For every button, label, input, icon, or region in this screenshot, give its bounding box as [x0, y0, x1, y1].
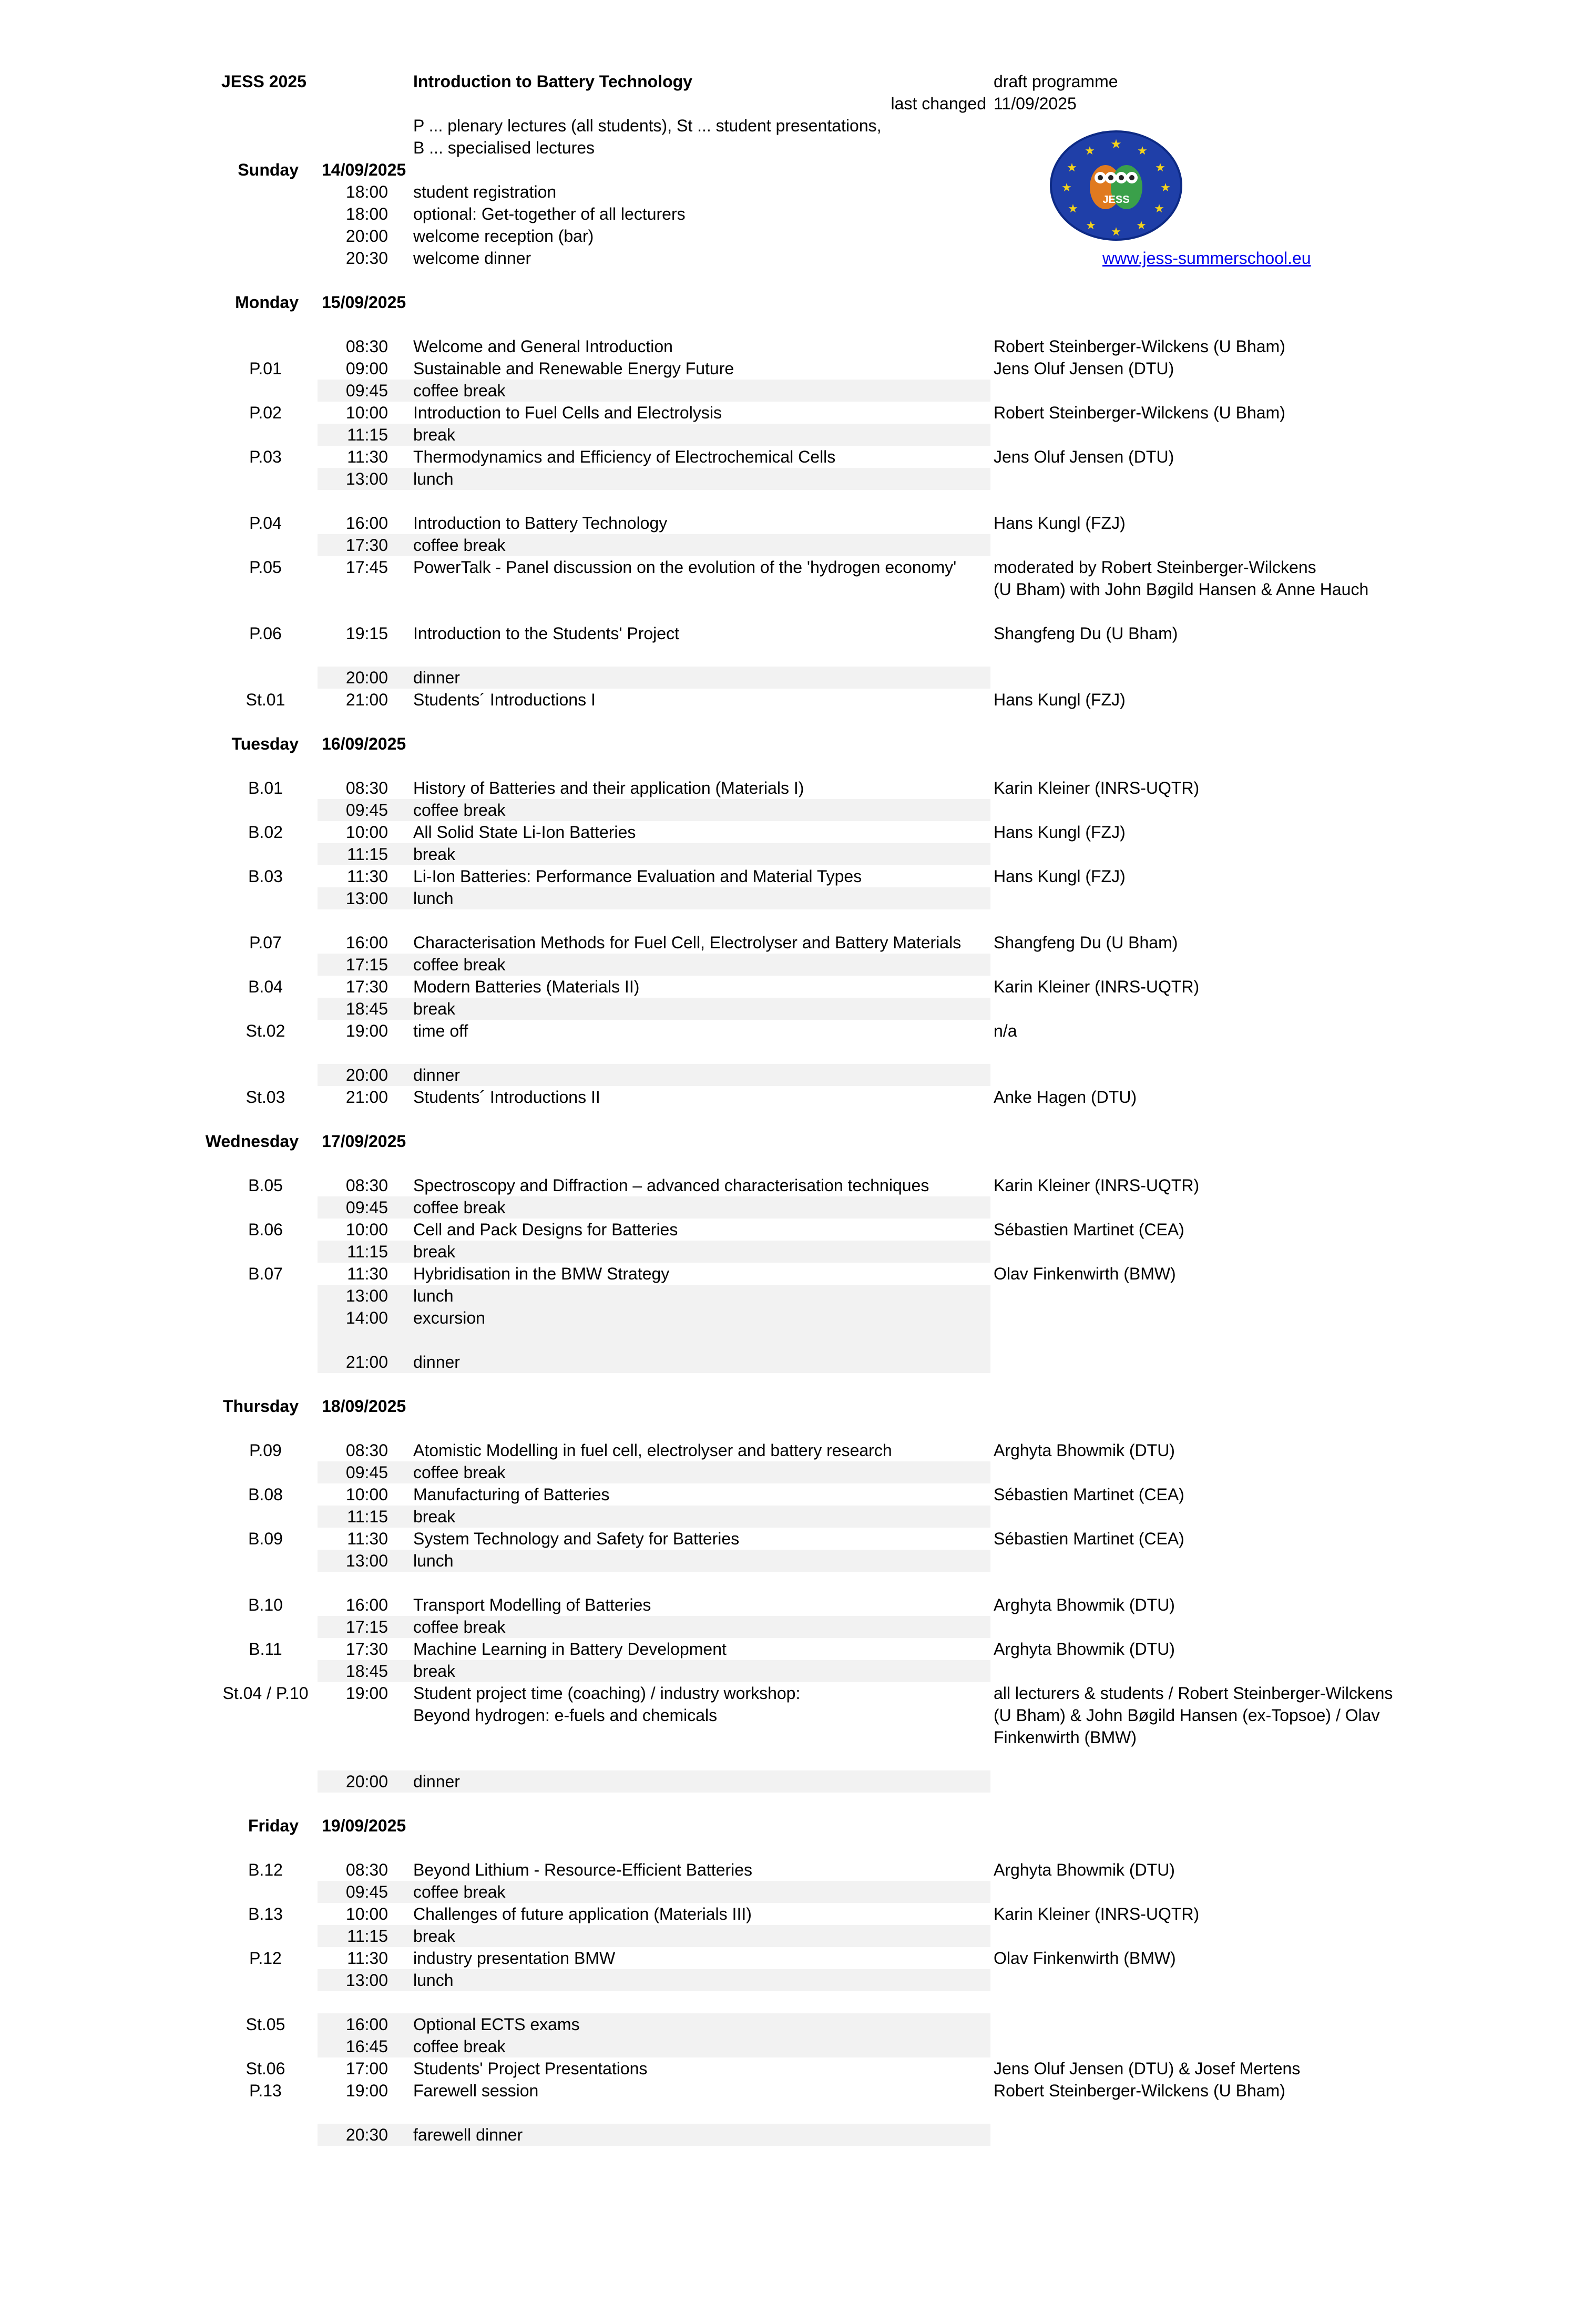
- session-title: coffee break: [413, 1463, 506, 1482]
- session-code: B.03: [248, 867, 283, 886]
- session-title: Thermodynamics and Efficiency of Electrochemical Cells: [413, 447, 836, 466]
- session-title: Students' Project Presentations: [413, 2059, 648, 2078]
- session-speaker: n/a: [994, 1021, 1017, 1040]
- session-time: 08:30: [345, 1441, 388, 1460]
- session-title: break: [413, 999, 456, 1018]
- session-title: Spectroscopy and Diffraction – advanced characterisation techniques: [413, 1176, 929, 1195]
- session-title: All Solid State Li-Ion Batteries: [413, 823, 636, 842]
- day-date: 14/09/2025: [322, 160, 406, 179]
- session-time: 11:30: [347, 1264, 388, 1283]
- svg-text:★: ★: [1111, 225, 1121, 238]
- session-time: 18:45: [345, 1662, 388, 1681]
- session-code: B.02: [248, 823, 283, 842]
- session-title: student registration: [413, 182, 557, 201]
- session-code: P.05: [249, 558, 282, 577]
- session-time: 20:00: [345, 1066, 388, 1084]
- session-title: coffee break: [413, 1198, 506, 1217]
- session-code: P.13: [249, 2081, 282, 2100]
- session-title: Characterisation Methods for Fuel Cell, Electrolyser and Battery Materials: [413, 933, 962, 952]
- session-time: 19:00: [345, 1021, 388, 1040]
- session-speaker: Hans Kungl (FZJ): [994, 867, 1126, 886]
- session-title: farewell dinner: [413, 2125, 523, 2144]
- session-time: 10:00: [345, 1905, 388, 1923]
- session-time: 11:30: [347, 1949, 388, 1968]
- session-code: B.01: [248, 779, 283, 797]
- session-speaker: moderated by Robert Steinberger-Wilckens: [994, 558, 1316, 577]
- day-name: Monday: [235, 293, 299, 312]
- session-title: coffee break: [413, 1882, 506, 1901]
- session-title-line-2: Beyond hydrogen: e-fuels and chemicals: [413, 1706, 718, 1725]
- session-title: Machine Learning in Battery Development: [413, 1640, 727, 1658]
- day-name: Thursday: [222, 1397, 299, 1416]
- session-time: 17:30: [345, 977, 388, 996]
- status-label: draft programme: [994, 72, 1118, 91]
- session-code: B.08: [248, 1485, 283, 1504]
- svg-text:★: ★: [1061, 181, 1072, 194]
- session-title: Farewell session: [413, 2081, 539, 2100]
- session-speaker: Jens Oluf Jensen (DTU): [994, 359, 1174, 378]
- session-speaker: Jens Oluf Jensen (DTU) & Josef Mertens: [994, 2059, 1301, 2078]
- session-title: Transport Modelling of Batteries: [413, 1595, 651, 1614]
- session-title: Beyond Lithium - Resource-Efficient Batteries: [413, 1860, 753, 1879]
- session-time: 10:00: [345, 1220, 388, 1239]
- day-name: Wednesday: [205, 1132, 299, 1151]
- session-speaker: Arghyta Bhowmik (DTU): [994, 1860, 1175, 1879]
- session-time: 17:15: [345, 955, 388, 974]
- svg-text:★: ★: [1067, 161, 1077, 174]
- session-title: Student project time (coaching) / industry workshop:: [413, 1684, 801, 1703]
- session-title: History of Batteries and their application (Materials I): [413, 779, 804, 797]
- day-date: 18/09/2025: [322, 1397, 406, 1416]
- session-code: St.02: [246, 1021, 285, 1040]
- session-code: B.11: [249, 1640, 282, 1658]
- session-code: St.04 / P.10: [222, 1684, 309, 1703]
- session-code: P.06: [249, 624, 282, 643]
- session-code: P.04: [249, 514, 282, 533]
- session-time: 11:30: [347, 867, 388, 886]
- session-title: lunch: [413, 469, 454, 488]
- session-title: optional: Get-together of all lecturers: [413, 204, 686, 223]
- session-speaker: Robert Steinberger-Wilckens (U Bham): [994, 337, 1285, 356]
- session-time: 21:00: [345, 690, 388, 709]
- svg-text:★: ★: [1137, 144, 1148, 157]
- session-title: break: [413, 1242, 456, 1261]
- session-code: P.07: [249, 933, 282, 952]
- day-date: 19/09/2025: [322, 1816, 406, 1835]
- course-title: Introduction to Battery Technology: [413, 72, 692, 91]
- session-speaker: Hans Kungl (FZJ): [994, 514, 1126, 533]
- session-time: 08:30: [345, 1176, 388, 1195]
- session-time: 13:00: [345, 889, 388, 908]
- session-code: St.05: [246, 2015, 285, 2034]
- session-speaker: Sébastien Martinet (CEA): [994, 1485, 1184, 1504]
- session-time: 13:00: [345, 1971, 388, 1990]
- session-code: B.09: [248, 1529, 283, 1548]
- session-time: 16:00: [345, 514, 388, 533]
- last-changed-label: last changed: [891, 94, 986, 113]
- session-time: 13:00: [345, 469, 388, 488]
- session-time: 17:30: [345, 1640, 388, 1658]
- svg-text:★: ★: [1136, 219, 1147, 232]
- session-time: 16:45: [345, 2037, 388, 2056]
- session-speaker: Karin Kleiner (INRS-UQTR): [994, 779, 1200, 797]
- session-time: 17:00: [345, 2059, 388, 2078]
- session-time: 19:00: [345, 2081, 388, 2100]
- session-title: Li-Ion Batteries: Performance Evaluation and Material Types: [413, 867, 862, 886]
- svg-text:★: ★: [1068, 202, 1078, 215]
- session-code: St.06: [246, 2059, 285, 2078]
- svg-text:★: ★: [1160, 181, 1171, 194]
- session-code: P.09: [249, 1441, 282, 1460]
- session-speaker: Arghyta Bhowmik (DTU): [994, 1640, 1175, 1658]
- session-time: 20:30: [345, 2125, 388, 2144]
- svg-text:★: ★: [1085, 144, 1095, 157]
- session-title: coffee break: [413, 2037, 506, 2056]
- last-changed-date: 11/09/2025: [994, 94, 1077, 113]
- logo-text: JESS: [1102, 194, 1130, 206]
- day-name: Friday: [248, 1816, 299, 1835]
- session-code: P.02: [249, 403, 282, 422]
- session-speaker: Jens Oluf Jensen (DTU): [994, 447, 1174, 466]
- session-speaker: Sébastien Martinet (CEA): [994, 1220, 1184, 1239]
- session-speaker: all lecturers & students / Robert Steinberger-Wilckens: [994, 1684, 1393, 1703]
- session-title: Modern Batteries (Materials II): [413, 977, 640, 996]
- session-time: 11:15: [347, 845, 388, 864]
- session-title: Challenges of future application (Materials III): [413, 1905, 752, 1923]
- session-title: break: [413, 845, 456, 864]
- session-time: 19:00: [345, 1684, 388, 1703]
- session-time: 11:30: [347, 447, 388, 466]
- session-title: Sustainable and Renewable Energy Future: [413, 359, 734, 378]
- session-speaker: Sébastien Martinet (CEA): [994, 1529, 1184, 1548]
- svg-text:★: ★: [1110, 137, 1122, 151]
- session-time: 16:00: [345, 933, 388, 952]
- session-title: Atomistic Modelling in fuel cell, electrolyser and battery research: [413, 1441, 892, 1460]
- session-time: 09:45: [345, 1198, 388, 1217]
- session-title: dinner: [413, 1066, 460, 1084]
- session-speaker: Hans Kungl (FZJ): [994, 823, 1126, 842]
- session-time: 09:00: [345, 359, 388, 378]
- session-speaker: Arghyta Bhowmik (DTU): [994, 1441, 1175, 1460]
- session-speaker-line-3: Finkenwirth (BMW): [994, 1728, 1137, 1747]
- session-title: lunch: [413, 1551, 454, 1570]
- session-time: 20:30: [345, 249, 388, 268]
- session-time: 11:30: [347, 1529, 388, 1548]
- session-title: lunch: [413, 1286, 454, 1305]
- session-speaker: Arghyta Bhowmik (DTU): [994, 1595, 1175, 1614]
- session-title: Students´ Introductions II: [413, 1088, 600, 1107]
- session-title: break: [413, 1507, 456, 1526]
- session-title: PowerTalk - Panel discussion on the evolution of the 'hydrogen economy': [413, 558, 957, 577]
- session-time: 09:45: [345, 1463, 388, 1482]
- session-time: 20:00: [345, 227, 388, 245]
- session-time: 17:45: [345, 558, 388, 577]
- session-time: 13:00: [345, 1551, 388, 1570]
- legend-line-1: P ... plenary lectures (all students), St ... student presentations,: [413, 116, 882, 135]
- session-title: Welcome and General Introduction: [413, 337, 673, 356]
- session-title: Manufacturing of Batteries: [413, 1485, 610, 1504]
- session-time: 11:15: [347, 1507, 388, 1526]
- session-time: 08:30: [345, 1860, 388, 1879]
- session-time: 09:45: [345, 1882, 388, 1901]
- session-title: excursion: [413, 1308, 485, 1327]
- session-title: break: [413, 425, 456, 444]
- session-title: Cell and Pack Designs for Batteries: [413, 1220, 678, 1239]
- session-code: B.04: [248, 977, 283, 996]
- session-speaker-line-2: (U Bham) with John Bøgild Hansen & Anne Hauch: [994, 580, 1369, 599]
- session-code: St.01: [246, 690, 285, 709]
- session-title: coffee break: [413, 381, 506, 400]
- session-speaker: Olav Finkenwirth (BMW): [994, 1264, 1176, 1283]
- session-time: 20:00: [345, 1772, 388, 1791]
- session-code: P.03: [249, 447, 282, 466]
- session-time: 16:00: [345, 2015, 388, 2034]
- session-code: B.13: [248, 1905, 283, 1923]
- session-time: 11:15: [347, 1927, 388, 1946]
- session-time: 20:00: [345, 668, 388, 687]
- legend-line-2: B ... specialised lectures: [413, 138, 595, 157]
- session-code: B.06: [248, 1220, 283, 1239]
- svg-text:★: ★: [1086, 219, 1096, 232]
- session-speaker: Karin Kleiner (INRS-UQTR): [994, 977, 1200, 996]
- session-title: coffee break: [413, 536, 506, 555]
- session-time: 17:30: [345, 536, 388, 555]
- session-title: System Technology and Safety for Batteries: [413, 1529, 740, 1548]
- session-title: break: [413, 1662, 456, 1681]
- session-code: St.03: [246, 1088, 285, 1107]
- session-time: 10:00: [345, 823, 388, 842]
- session-time: 18:00: [345, 204, 388, 223]
- session-speaker: Shangfeng Du (U Bham): [994, 624, 1178, 643]
- session-title: industry presentation BMW: [413, 1949, 616, 1968]
- session-title: welcome reception (bar): [413, 227, 594, 245]
- session-time: 18:45: [345, 999, 388, 1018]
- session-title: dinner: [413, 668, 460, 687]
- jess-logo: [1049, 129, 1183, 242]
- session-time: 21:00: [345, 1088, 388, 1107]
- session-speaker: Anke Hagen (DTU): [994, 1088, 1137, 1107]
- session-title: Introduction to the Students' Project: [413, 624, 679, 643]
- session-time: 08:30: [345, 337, 388, 356]
- session-time: 18:00: [345, 182, 388, 201]
- session-time: 17:15: [345, 1617, 388, 1636]
- session-speaker: Karin Kleiner (INRS-UQTR): [994, 1905, 1200, 1923]
- session-title: coffee break: [413, 801, 506, 820]
- session-title: welcome dinner: [413, 249, 531, 268]
- session-code: P.12: [249, 1949, 282, 1968]
- day-date: 16/09/2025: [322, 734, 406, 753]
- session-time: 11:15: [347, 1242, 388, 1261]
- session-code: B.12: [248, 1860, 283, 1879]
- session-title: dinner: [413, 1772, 460, 1791]
- session-code: P.01: [249, 359, 282, 378]
- session-title: Students´ Introductions I: [413, 690, 596, 709]
- session-time: 16:00: [345, 1595, 388, 1614]
- day-date: 15/09/2025: [322, 293, 406, 312]
- session-title: coffee break: [413, 955, 506, 974]
- session-title: dinner: [413, 1353, 460, 1371]
- session-time: 09:45: [345, 801, 388, 820]
- session-time: 19:15: [345, 624, 388, 643]
- session-speaker: Olav Finkenwirth (BMW): [994, 1949, 1176, 1968]
- session-time: 14:00: [345, 1308, 388, 1327]
- session-title: lunch: [413, 889, 454, 908]
- session-speaker: Robert Steinberger-Wilckens (U Bham): [994, 2081, 1285, 2100]
- session-speaker: Robert Steinberger-Wilckens (U Bham): [994, 403, 1285, 422]
- session-title: time off: [413, 1021, 468, 1040]
- session-time: 10:00: [345, 1485, 388, 1504]
- session-title: Hybridisation in the BMW Strategy: [413, 1264, 670, 1283]
- session-speaker: Shangfeng Du (U Bham): [994, 933, 1178, 952]
- day-name: Tuesday: [231, 734, 299, 753]
- svg-text:★: ★: [1155, 161, 1165, 174]
- session-time: 13:00: [345, 1286, 388, 1305]
- session-speaker: Hans Kungl (FZJ): [994, 690, 1126, 709]
- session-title: lunch: [413, 1971, 454, 1990]
- session-title: break: [413, 1927, 456, 1946]
- session-time: 21:00: [345, 1353, 388, 1371]
- session-speaker-line-2: (U Bham) & John Bøgild Hansen (ex-Topsoe) / Olav: [994, 1706, 1380, 1725]
- session-code: B.07: [248, 1264, 283, 1283]
- session-time: 09:45: [345, 381, 388, 400]
- session-title: coffee break: [413, 1617, 506, 1636]
- day-date: 17/09/2025: [322, 1132, 406, 1151]
- event-title: JESS 2025: [221, 72, 306, 91]
- website-link[interactable]: www.jess-summerschool.eu: [1102, 249, 1311, 268]
- day-name: Sunday: [238, 160, 299, 179]
- session-speaker: Karin Kleiner (INRS-UQTR): [994, 1176, 1200, 1195]
- session-title: Introduction to Battery Technology: [413, 514, 668, 533]
- session-code: B.10: [248, 1595, 283, 1614]
- session-time: 10:00: [345, 403, 388, 422]
- session-title: Introduction to Fuel Cells and Electrolysis: [413, 403, 722, 422]
- session-time: 11:15: [347, 425, 388, 444]
- session-code: B.05: [248, 1176, 283, 1195]
- svg-text:★: ★: [1154, 202, 1164, 215]
- session-title: Optional ECTS exams: [413, 2015, 580, 2034]
- session-time: 08:30: [345, 779, 388, 797]
